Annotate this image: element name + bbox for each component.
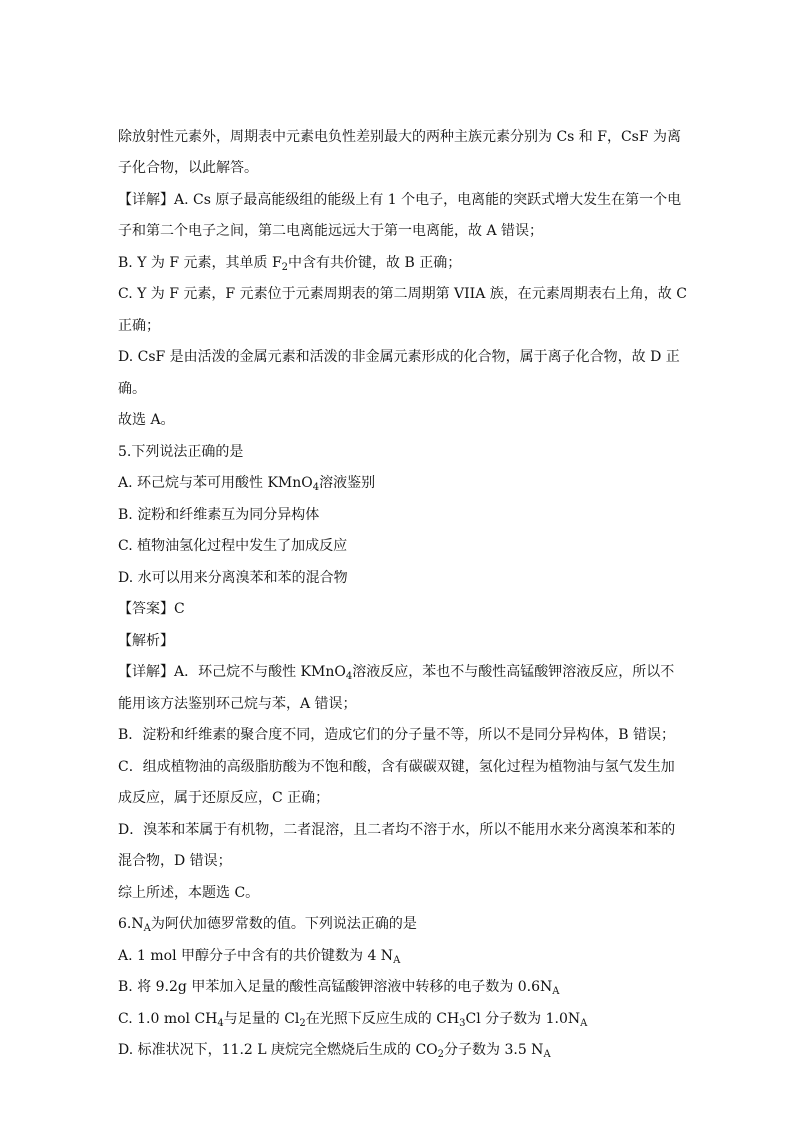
text-line: D．溴苯和苯属于有机物，二者混溶，且二者均不溶于水，所以不能用水来分离溴苯和苯的: [118, 822, 676, 838]
text-line: 【详解】A．环己烷不与酸性 KMnO$_4$溶液反应，苯也不与酸性高锰酸钾溶液反应，所以不: [118, 664, 675, 682]
option-d: D. 水可以用来分离溴苯和苯的混合物: [118, 570, 348, 586]
text-line: 综上所述，本题选 C。: [118, 885, 260, 901]
text-line: 成反应，属于还原反应，C 正确；: [118, 790, 330, 806]
option-b: B. 淀粉和纤维素互为同分异构体: [118, 507, 320, 523]
analysis-label: 【解析】: [118, 633, 174, 649]
text-line: 确。: [118, 381, 146, 397]
option-a: A. 环己烷与苯可用酸性 KMnO$_4$溶液鉴别: [118, 475, 376, 493]
option-b: B. 将 9.2g 甲苯加入足量的酸性高锰酸钾溶液中转移的电子数为 $0.6N_A$: [118, 979, 560, 997]
text-line: 除放射性元素外，周期表中元素电负性差别最大的两种主族元素分别为 Cs 和 F，CsF 为离: [118, 129, 682, 145]
text-line: 混合物，D 错误；: [118, 853, 232, 869]
text-line: C．组成植物油的高级脂肪酸为不饱和酸，含有碳碳双键，氢化过程为植物油与氢气发生加: [118, 759, 675, 775]
text-line: B. Y 为 F 元素，其单质 $F_2$中含有共价键，故 B 正确；: [118, 255, 462, 273]
text-line: 正确；: [118, 318, 160, 334]
text-line: 子和第二个电子之间，第二电离能远远大于第一电离能，故 A 错误；: [118, 223, 544, 239]
option-c: C. 植物油氢化过程中发生了加成反应: [118, 538, 348, 554]
text-line: 故选 A。: [118, 412, 175, 428]
option-a: A. 1 mol 甲醇分子中含有的共价键数为 4 $N_A$: [118, 948, 401, 966]
answer-label: 【答案】C: [118, 601, 185, 617]
question-title: 5.下列说法正确的是: [118, 444, 244, 460]
text-line: 【详解】A. Cs 原子最高能级组的能级上有 1 个电子，电离能的突跃式增大发生在第一个电: [118, 192, 682, 208]
option-c: C. 1.0 mol $CH_4$与足量的 $Cl_2$在光照下反应生成的 $CH_3Cl$ 分子数为 $1.0N_A$: [118, 1011, 588, 1029]
text-line: B．淀粉和纤维素的聚合度不同，造成它们的分子量不等，所以不是同分异构体，B 错误；: [118, 727, 676, 743]
text-line: 能用该方法鉴别环己烷与苯，A 错误；: [118, 696, 357, 712]
question-title: $6.N_A$为阿伏加德罗常数的值。下列说法正确的是: [118, 916, 417, 934]
option-d: D. 标准状况下，11.2 L 庚烷完全燃烧后生成的 $CO_2$分子数为 3.5 $N_A$: [118, 1042, 551, 1060]
text-line: 子化合物，以此解答。: [118, 160, 258, 176]
text-line: C. Y 为 F 元素，F 元素位于元素周期表的第二周期第 VIIA 族，在元素周期表右上角，故 C: [118, 286, 687, 302]
text-line: D. CsF 是由活泼的金属元素和活泼的非金属元素形成的化合物，属于离子化合物，故 D 正: [118, 349, 680, 365]
